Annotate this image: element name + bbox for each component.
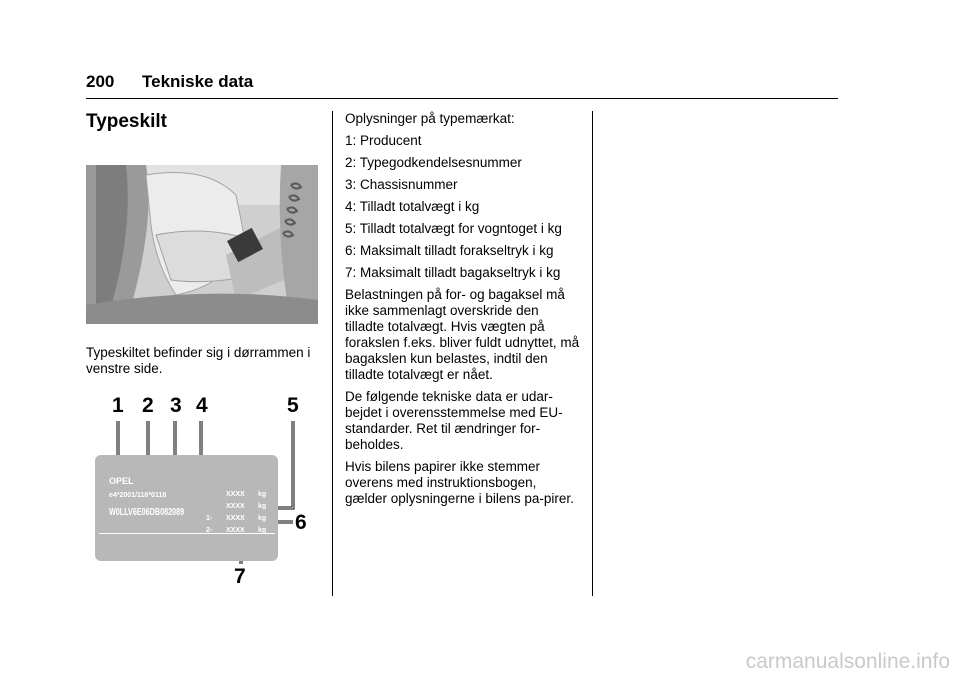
eu-standards-paragraph: De følgende tekniske data er udar-bejdet i overensstemmelse med EU-standarder. Ret til ændringer for-beholdes.	[345, 389, 563, 452]
plate-weight-3: XXXX	[226, 515, 245, 522]
plate-unit-1: kg	[258, 491, 267, 498]
page-number: 200	[86, 72, 115, 91]
callout-4: 4	[196, 394, 208, 417]
callout-6: 6	[295, 511, 307, 534]
type-plate	[95, 455, 278, 561]
info-item-4: 4: Tilladt totalvægt i kg	[345, 199, 480, 214]
door-frame-photo	[86, 165, 318, 324]
plate-approval-number: e4*2001/116*0118	[109, 492, 167, 499]
info-item-7: 7: Maksimalt tilladt bagakseltryk i kg	[345, 265, 561, 280]
type-plate-diagram	[86, 392, 326, 592]
plate-weight-2: XXXX	[226, 503, 245, 510]
plate-unit-2: kg	[258, 503, 267, 510]
callout-1: 1	[112, 394, 124, 417]
info-item-5: 5: Tilladt totalvægt for vogntoget i kg	[345, 221, 562, 236]
callout-3: 3	[170, 394, 182, 417]
plate-weight-1: XXXX	[226, 491, 245, 498]
watermark: carmanualsonline.info	[745, 650, 950, 673]
plate-unit-3: kg	[258, 515, 267, 522]
plate-axle-2: 2-	[206, 527, 213, 534]
info-heading: Oplysninger på typemærkat:	[345, 111, 515, 126]
column-divider-right	[592, 111, 593, 596]
load-paragraph: Belastningen på for- og bagaksel må ikke sammenlagt overskride den tilladte totalvægt. Hvis vægten på forakslen f.eks. bliver fuldt udnyttet, må bagakslen kun belastes, indtil den tilladte totalvægt er nået.	[345, 287, 580, 382]
plate-divider	[99, 533, 275, 534]
info-item-3: 3: Chassisnummer	[345, 177, 458, 192]
papers-paragraph: Hvis bilens papirer ikke stemmer overens med instruktionsbogen, gælder oplysningerne i bilens pa-pirer.	[345, 459, 574, 506]
plate-weight-4: XXXX	[226, 527, 245, 534]
callout-5: 5	[287, 394, 299, 417]
plate-vin: W0LLV6E06DB082089	[109, 507, 185, 518]
info-item-2: 2: Typegodkendelsesnummer	[345, 155, 522, 170]
chapter-title: Tekniske data	[142, 72, 254, 91]
photo-caption: Typeskiltet befinder sig i dørrammen i venstre side.	[86, 345, 311, 376]
plate-unit-4: kg	[258, 527, 267, 534]
section-title: Typeskilt	[86, 111, 167, 132]
page-header	[86, 72, 838, 99]
callout-7: 7	[234, 565, 246, 588]
plate-axle-1: 1-	[206, 515, 213, 522]
info-item-6: 6: Maksimalt tilladt forakseltryk i kg	[345, 243, 554, 258]
info-item-1: 1: Producent	[345, 133, 422, 148]
callout-2: 2	[142, 394, 154, 417]
plate-brand: OPEL	[109, 476, 134, 486]
column-divider-left	[332, 111, 333, 596]
info-column	[345, 111, 581, 513]
